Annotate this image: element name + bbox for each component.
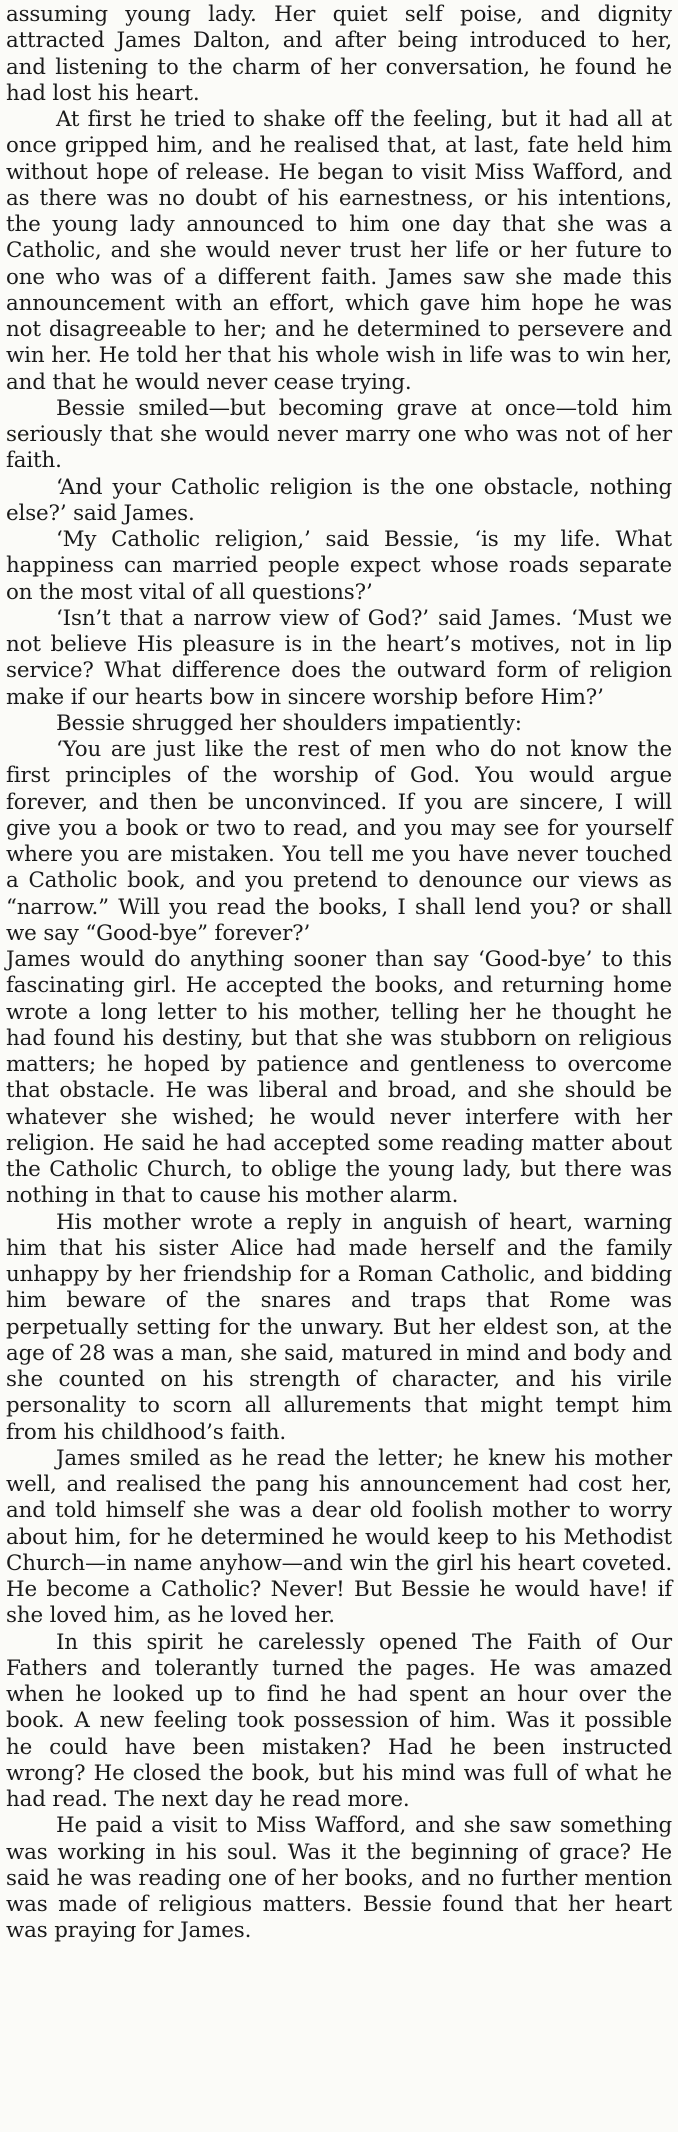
paragraph: Bessie shrugged her shoulders impatiently: — [56, 710, 522, 736]
paragraph: He paid a visit to Miss Wafford, and she saw something was working in his soul. Was it the beginning of grace? He said he was reading one of her books, and no further mention was made of religious matters. Bessie found that her heart was praying for James. — [6, 1813, 672, 1944]
paragraph: James would do anything sooner than say ‘Good-bye’ to this fascinating girl. He accepted the books, and returning home wrote a long letter to his mother, telling her he thought he had found his destiny, but that she was stubborn on religious matters; he hoped by patience and gentleness to overcome that obstacle. He was liberal and broad, and she should be whatever she wished; he would never interfere with her religion. He said he had accepted some reading matter about the Catholic Church, to oblige the young lady, but there was nothing in that to cause his mother alarm. — [6, 947, 672, 1209]
paragraph: ‘And your Catholic religion is the one obstacle, nothing else?’ said James. — [6, 474, 672, 526]
paragraph: James smiled as he read the letter; he knew his mother well, and realised the pang his announcement had cost her, and told himself she was a dear old foolish mother to worry about him, for he determined he would keep to his Methodist Church—in name anyhow—and win the girl his heart coveted. He become a Catholic? Never! But Bessie he would have! if she loved him, as he loved her. — [6, 1445, 672, 1629]
paragraph: ‘My Catholic religion,’ said Bessie, ‘is my life. What happiness can married people expect whose roads separate on the most vital of all questions?’ — [6, 527, 672, 605]
paragraph: assuming young lady. Her quiet self poise, and dignity attracted James Dalton, and after being introduced to her, and listening to the charm of her conversation, he found he had lost his heart. — [6, 2, 672, 106]
article-column — [6, 2, 672, 1945]
paragraph: ‘You are just like the rest of men who do not know the first principles of the worship of God. You would argue forever, and then be unconvinced. If you are sincere, I will give you a book or two to read, and you may see for yourself where you are mistaken. You tell me you have never touched a Catholic book, and you pretend to denounce our views as “narrow.” Will you read the books, I shall lend you? or shall we say “Good-bye” forever?’ — [6, 737, 672, 946]
paragraph: At first he tried to shake off the feeling, but it had all at once gripped him, and he realised that, at last, fate held him without hope of release. He began to visit Miss Wafford, and as there was no doubt of his earnestness, or his intentions, the young lady announced to him one day that she was a Catholic, and she would never trust her life or her future to one who was of a different faith. James saw she made this announcement with an effort, which gave him hope he was not disagreeable to her; and he determined to persevere and win her. He told her that his whole wish in life was to win her, and that he would never cease trying. — [6, 107, 672, 395]
paragraph: ‘Isn’t that a narrow view of God?’ said James. ‘Must we not believe His pleasure is in the heart’s motives, not in lip service? What difference does the outward form of religion make if our hearts bow in sincere worship before Him?’ — [6, 605, 672, 710]
paragraph: Bessie smiled—but becoming grave at once—told him seriously that she would never marry one who was not of her faith. — [6, 395, 672, 474]
paragraph: In this spirit he carelessly opened The Faith of Our Fathers and tolerantly turned the pages. He was amazed when he looked up to find he had spent an hour over the book. A new feeling took possession of him. Was it possible he could have been mistaken? Had he been instructed wrong? He closed the book, but his mind was full of what he had read. The next day he read more. — [6, 1629, 672, 1812]
paragraph: His mother wrote a reply in anguish of heart, warning him that his sister Alice had made herself and the family unhappy by her friendship for a Roman Catholic, and bidding him beware of the snares and traps that Rome was perpetually setting for the unwary. But her eldest son, at the age of 28 was a man, she said, matured in mind and body and she counted on his strength of character, and his virile personality to scorn all allurements that might tempt him from his childhood’s faith. — [6, 1209, 672, 1445]
